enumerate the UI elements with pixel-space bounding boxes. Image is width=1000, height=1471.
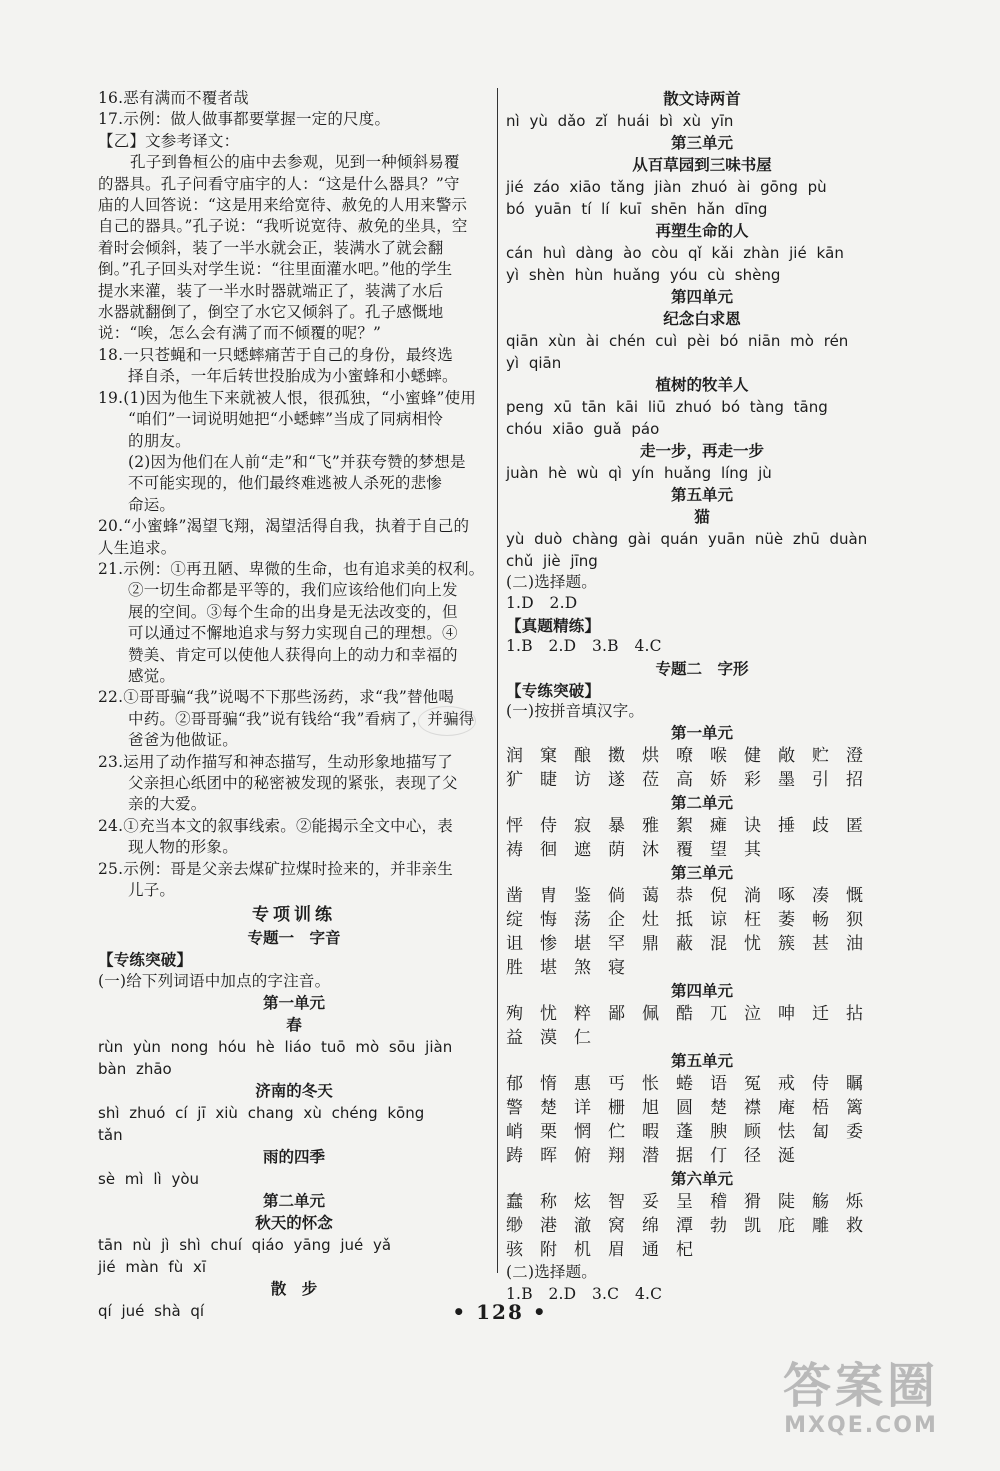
character-row: 峭栗惘伫暇蓬腴顾怯匐委 [506,1122,880,1143]
left-column [98,88,490,1322]
lesson-title: 走一步，再走一步 [639,441,764,460]
real-exam-answers: 1.B 2.D 3.B 4.C [506,637,662,656]
answer-line: 21.示例：①再丑陋、卑微的生命，也有追求美的权利。 [98,559,485,578]
answer-line: 赞美、肯定可以使他人获得向上的动力和幸福的 [128,645,458,664]
answer-line: 展的空间。③每个生命的出身是无法改变的，但 [128,602,458,621]
answer-line: 孔子到鲁桓公的庙中去参观，见到一种倾斜易覆 [130,153,460,172]
character-row: 诅惨堪罕鼎蔽混忧簇甚油 [506,934,880,955]
choice-answers: 1.D 2.D [506,594,578,613]
answer-line: 感觉。 [128,666,176,685]
pinyin-line: shì zhuó cí jī xiù chang xù chéng kōng [98,1104,425,1123]
character-row: 胜堪煞寝 [506,958,642,979]
real-exam-tag: 【真题精练】 [506,615,601,635]
pinyin-line: juàn hè wù qì yín huǎng líng jù [506,464,772,482]
answer-line: 【乙】文参考译文： [98,131,240,150]
unit-heading: 第五单元 [670,485,733,504]
answer-line: 19.(1)因为他生下来就被人恨，很孤独，“小蜜蜂”使用 [98,388,477,407]
pinyin-line: tān nù jì shì chuí qiáo yāng jué yǎ [98,1236,392,1255]
unit-heading: 第三单元 [670,133,733,152]
character-row: 绽悔荡企灶抵谅枉萎畅狈 [506,910,880,931]
pinyin-line: yù duò chàng gài quán yuān nüè zhū duàn [506,530,868,548]
pinyin-line: jié màn fù xī [98,1258,207,1277]
answer-line: ②一切生命都是平等的，我们应该给他们向上发 [128,581,458,600]
faint-stamp [418,706,476,736]
pinyin-line: nì yù dǎo zǐ huái bì xù yīn [506,112,734,130]
answer-line: 22.①哥哥骗“我”说喝不下那些汤药，求“我”替他喝 [98,688,455,707]
pinyin-line: chóu xiāo guǎ páo [506,420,660,438]
lesson-title: 猫 [694,507,710,526]
practice-tag: 【专练突破】 [506,680,601,700]
character-row: 凿胄鉴倘蔼恭倪淌啄凑慨 [506,886,880,907]
answer-line: 倒。”孔子回头对学生说：“往里面灌水吧。”他的学生 [98,260,453,279]
choice-label: (二)选择题。 [506,573,597,591]
answer-line: 16.恶有满而不覆者哉 [98,89,249,107]
answer-line: 的器具。孔子问看守庙宇的人：“这是什么器具？”守 [98,174,460,193]
answer-line: 提水来灌，装了一半水时器就端正了，装满了水后 [98,281,444,300]
unit-heading: 第五单元 [670,1051,733,1071]
lesson-title: 秋天的怀念 [255,1213,333,1233]
answer-line: 25.示例：哥是父亲去煤矿拉煤时捡来的，并非亲生 [98,859,453,878]
practice-tag: 【专练突破】 [98,950,193,970]
topic-title: 专题二 字形 [655,658,749,678]
pinyin-line: sè mì lì yòu [98,1170,200,1189]
watermark-text: 答案圈 [782,1358,939,1414]
character-row: 警楚详栅旭圆楚襟庵梧篱 [506,1098,880,1119]
answer-line: 可以通过不懈地追求与努力实现自己的理想。④ [128,624,458,643]
answer-line: 命运。 [128,495,176,514]
character-row: 殉忧粹鄙佩酷兀泣呻迁拈 [506,1004,880,1025]
choice-answers: 1.B 2.D 3.C 4.C [506,1284,663,1303]
right-column [506,88,898,1305]
instruction-text: (一)按拼音填汉字。 [506,702,645,721]
answer-line: 着时会倾斜，装了一半水就会正，装满水了就会翻 [98,238,444,257]
pinyin-line: chǔ jiè jīng [506,552,598,570]
answer-line: 说：“唉，怎么会有满了而不倾覆的呢？” [98,324,382,343]
character-row: 犷睫访遂莅高娇彩墨引招 [506,770,880,791]
watermark-logo [746,1359,976,1449]
pinyin-line: bàn zhāo [98,1060,172,1079]
answer-line: 水器就翻倒了，倒空了水它又倾斜了。孔子感慨地 [98,303,444,322]
lesson-title: 散 步 [270,1279,318,1299]
unit-heading: 第六单元 [670,1169,733,1189]
lesson-title: 雨的四季 [262,1147,325,1167]
lesson-title: 散文诗两首 [663,89,741,108]
pinyin-line: yì qiān [506,354,562,372]
lesson-title: 春 [286,1015,302,1035]
lesson-title: 再塑生命的人 [655,221,749,240]
answer-line: 23.运用了动作描写和神态描写，生动形象地描写了 [98,752,453,771]
lesson-title: 济南的冬天 [255,1081,333,1101]
answer-line: 儿子。 [128,881,176,900]
answer-line: 亲的大爱。 [128,795,207,814]
pinyin-line: jié záo xiāo tǎng jiàn zhuó ài gōng pù [506,178,827,196]
character-row: 益漠仁 [506,1028,608,1049]
choice-label: (二)选择题。 [506,1263,597,1282]
answer-line: 不可能实现的，他们最终难逃被人杀死的悲惨 [128,474,443,493]
answer-line: 人生追求。 [98,538,177,557]
answer-line: 的朋友。 [128,431,191,450]
unit-heading: 第二单元 [262,1191,325,1211]
pinyin-line: tǎn [98,1126,123,1145]
lesson-title: 纪念白求恩 [663,309,741,328]
pinyin-line: bó yuān tí lí kuī shēn hǎn dīng [506,200,768,218]
answer-line: “咱们”一词说明她把“小蟋蟀”当成了同病相怜 [128,410,444,429]
column-divider [497,88,498,1273]
character-row: 祷徊遮荫沐覆望其 [506,840,778,861]
lesson-title: 从百草园到三味书屋 [632,155,772,174]
character-row: 骇附机眉通杞 [506,1240,710,1261]
answer-line: 父亲担心纸团中的秘密被发现的紧张，表现了父 [128,774,458,792]
answer-line: 现人物的形象。 [128,838,238,857]
character-row: 怦侍寂暴雅絮瘫诀捶歧匿 [506,816,880,837]
answer-line: 24.①充当本文的叙事线索。②能揭示全文中心，表 [98,816,453,835]
watermark-site: MXQE.COM [784,1413,938,1438]
pinyin-line: yì shèn hùn huǎng yóu cù shèng [506,266,781,284]
unit-heading: 第二单元 [670,793,733,813]
pinyin-line: cán huì dàng ào còu qǐ kǎi zhàn jié kān [506,244,844,262]
pinyin-line: qí jué shà qí [98,1302,205,1321]
answer-line: 爸爸为他做证。 [128,731,238,750]
pinyin-line: peng xū tān kāi liū zhuó bó tàng tāng [506,398,828,416]
character-row: 缈港澈窝绵潭勃凯庇雕救 [506,1216,880,1237]
answer-line: 17.示例：做人做事都要掌握一定的尺度。 [98,110,391,129]
character-row: 蠢称炫智妥呈稽猾陡觞烁 [506,1192,880,1213]
answer-line: 自己的器具。”孔子说：“我听说宽待、赦免的坐具，空 [98,217,468,236]
pinyin-line: qiān xùn ài chén cuì pèi bó niān mò rén [506,332,849,350]
pinyin-line: rùn yùn nong hóu hè liáo tuō mò sōu jiàn [98,1038,453,1057]
character-row: 润窠酿擞烘嘹喉健敞贮澄 [506,746,880,767]
answer-line: (2)因为他们在人前“走”和“飞”并获夸赞的梦想是 [128,452,466,471]
answer-line: 择自杀，一年后转世投胎成为小蜜蜂和小蟋蟀。 [128,367,458,386]
unit-heading: 第四单元 [670,981,733,1001]
answer-line: 20.“小蜜蜂”渴望飞翔，渴望活得自我，执着于自己的 [98,517,470,536]
unit-heading: 第三单元 [670,863,733,883]
unit-heading: 第四单元 [670,287,733,306]
character-row: 踌晖俯翔潜据仃径涎 [506,1146,812,1167]
answer-line: 中药。②哥哥骗“我”说有钱给“我”看病了，并骗得 [128,709,475,728]
instruction-text: (一)给下列词语中加点的字注音。 [98,971,331,990]
lesson-title: 植树的牧羊人 [655,375,749,394]
unit-heading: 第一单元 [670,723,733,743]
answer-line: 18.一只苍蝇和一只蟋蟀痛苦于自己的身份，最终选 [98,345,453,364]
answer-line: 庙的人回答说：“这是用来给宽待、赦免的人用来警示 [98,196,468,215]
topic-title: 专题一 字音 [247,928,341,948]
section-title: 专项训练 [252,905,336,926]
unit-heading: 第一单元 [262,993,325,1013]
page-number: • 128 • [452,1300,548,1324]
character-row: 郁惰惠丐怅蜷语冤戒侍瞩 [506,1074,880,1095]
